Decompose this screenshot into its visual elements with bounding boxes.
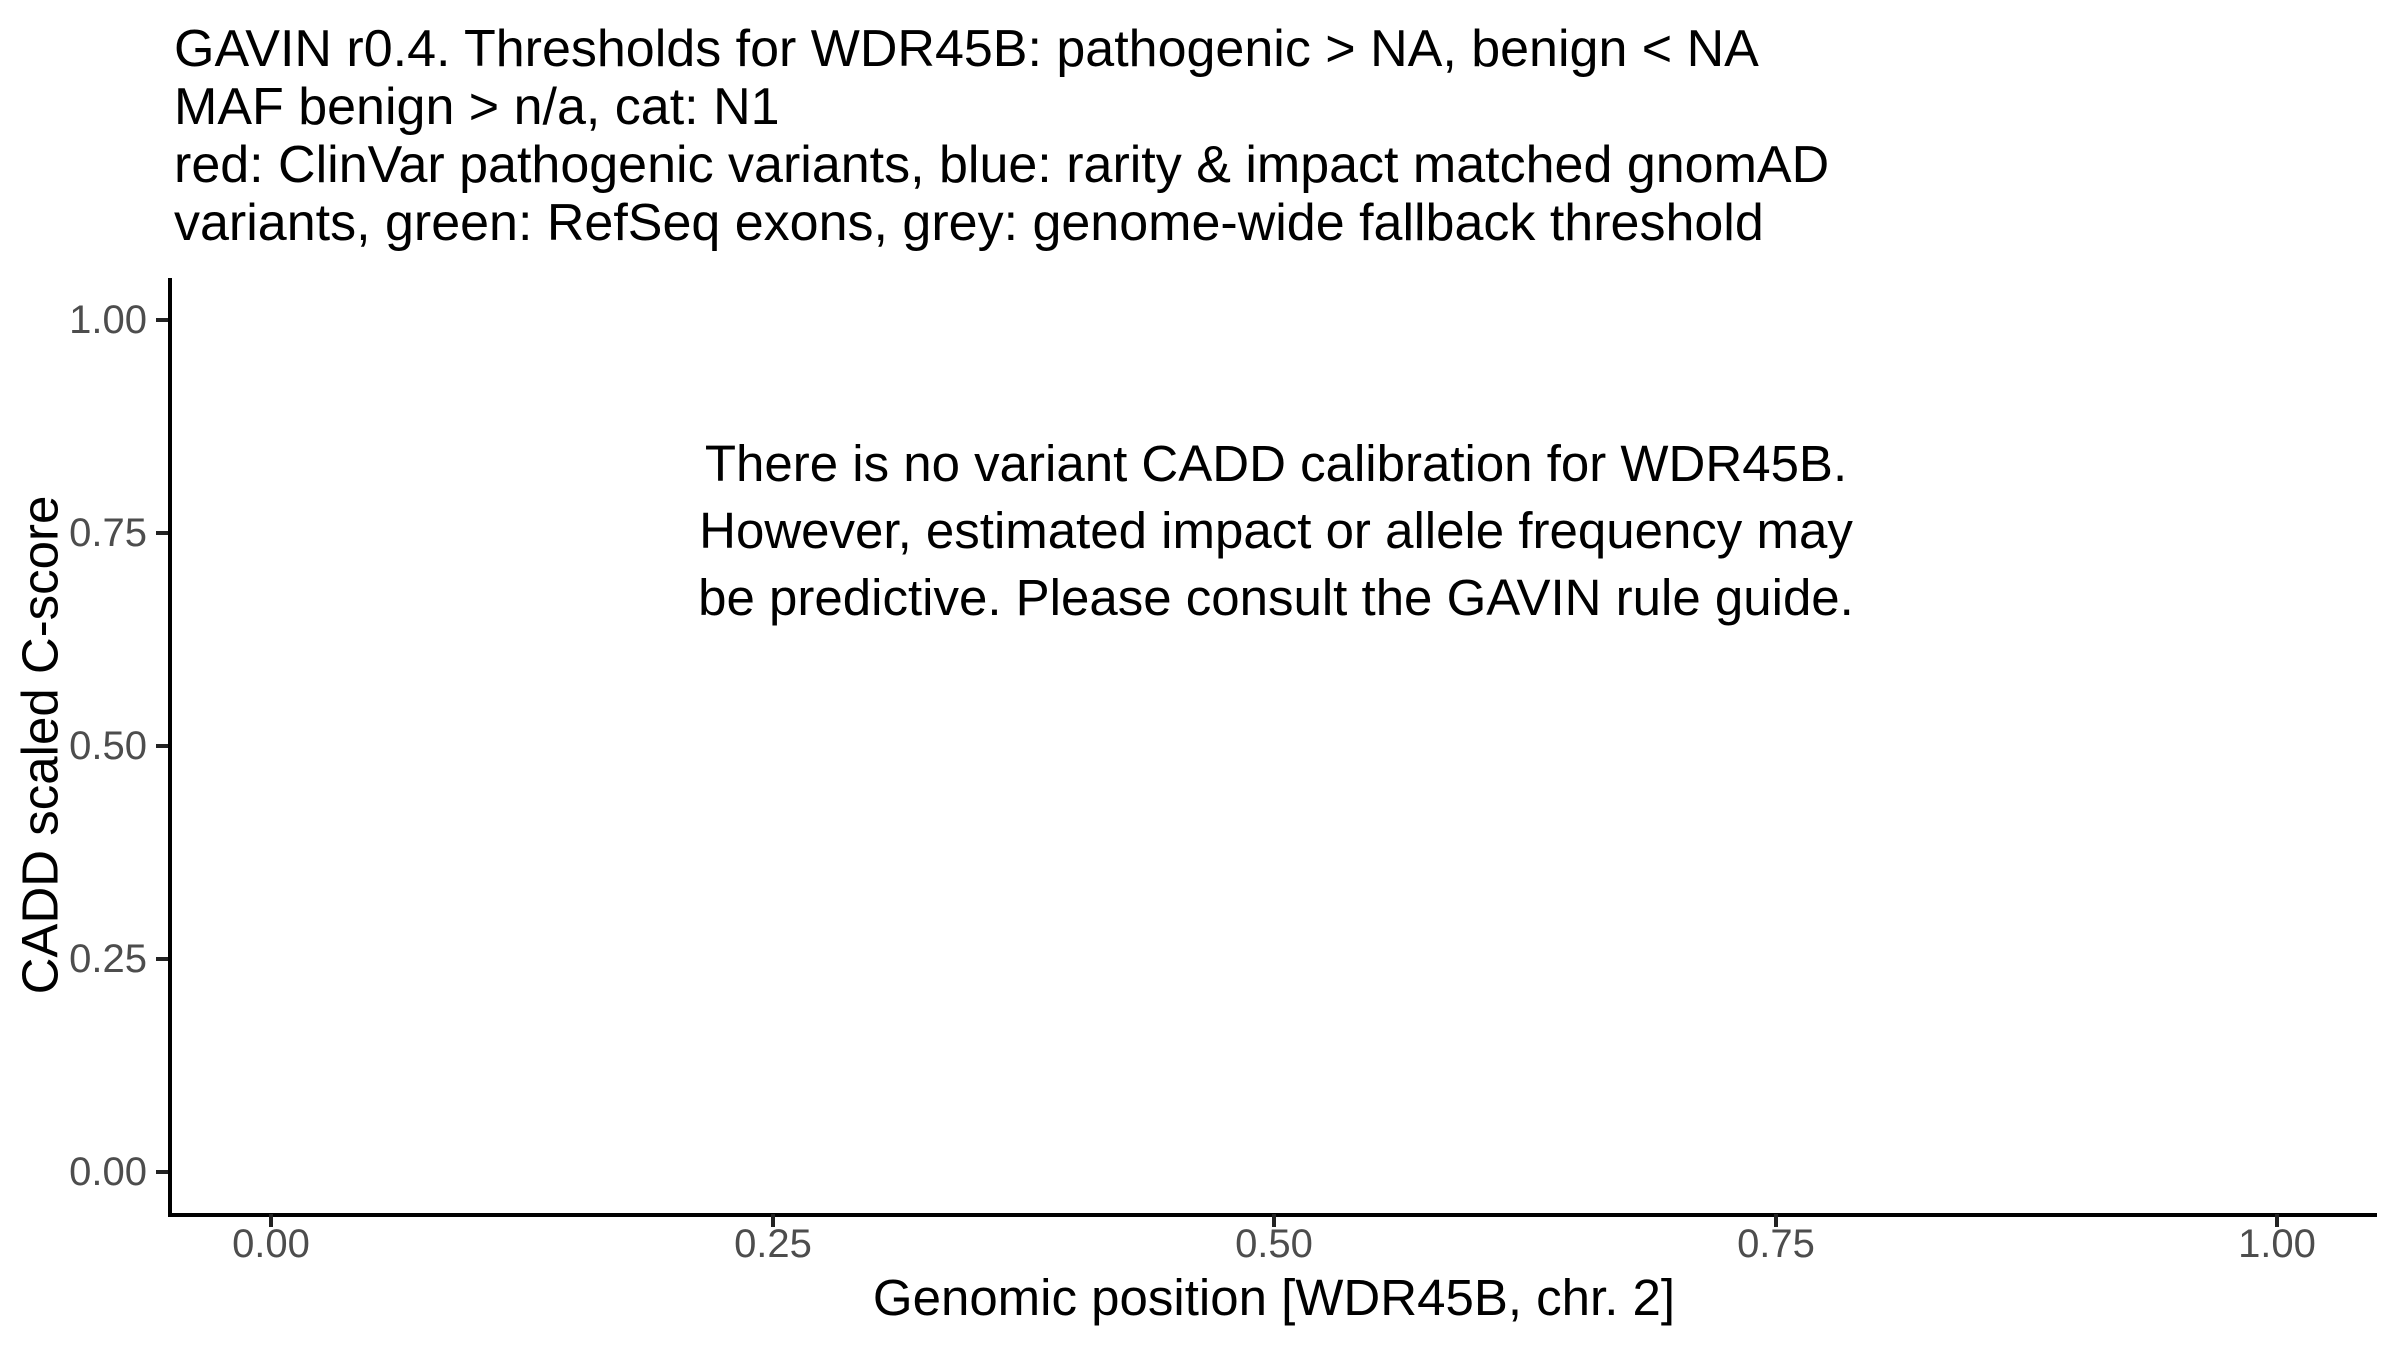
y-tick-label: 0.25 bbox=[69, 937, 147, 981]
y-tick-mark bbox=[156, 744, 168, 748]
y-tick-label: 1.00 bbox=[69, 298, 147, 342]
x-tick-label: 0.50 bbox=[1235, 1222, 1313, 1266]
plot-title bbox=[174, 20, 1829, 252]
note-line-2: However, estimated impact or allele frequency may bbox=[699, 502, 1853, 559]
plot-title-line-1: GAVIN r0.4. Thresholds for WDR45B: pathogenic > NA, benign < NA bbox=[174, 20, 1759, 78]
y-tick-mark bbox=[156, 531, 168, 535]
y-tick-label: 0.00 bbox=[69, 1150, 147, 1194]
no-calibration-note bbox=[698, 430, 1854, 631]
plot-title-line-2: MAF benign > n/a, cat: N1 bbox=[174, 78, 780, 136]
plot-title-line-4: variants, green: RefSeq exons, grey: genome-wide fallback threshold bbox=[174, 194, 1764, 252]
x-axis-title: Genomic position [WDR45B, chr. 2] bbox=[872, 1269, 1676, 1326]
y-tick-label: 0.50 bbox=[69, 724, 147, 768]
y-tick-mark bbox=[156, 957, 168, 961]
y-tick-mark bbox=[156, 318, 168, 322]
note-line-3: be predictive. Please consult the GAVIN rule guide. bbox=[698, 569, 1854, 626]
y-axis-title: CADD scaled C-score bbox=[11, 495, 69, 995]
plot-panel bbox=[172, 278, 2377, 1213]
x-tick-label: 0.25 bbox=[734, 1222, 812, 1266]
plot-title-line-3: red: ClinVar pathogenic variants, blue: rarity & impact matched gnomAD bbox=[174, 136, 1830, 194]
y-tick-mark bbox=[156, 1170, 168, 1174]
x-tick-label: 0.00 bbox=[232, 1222, 310, 1266]
x-tick-label: 0.75 bbox=[1737, 1222, 1815, 1266]
note-line-1: There is no variant CADD calibration for WDR45B. bbox=[704, 435, 1848, 492]
x-tick-label: 1.00 bbox=[2238, 1222, 2316, 1266]
y-tick-label: 0.75 bbox=[69, 511, 147, 555]
